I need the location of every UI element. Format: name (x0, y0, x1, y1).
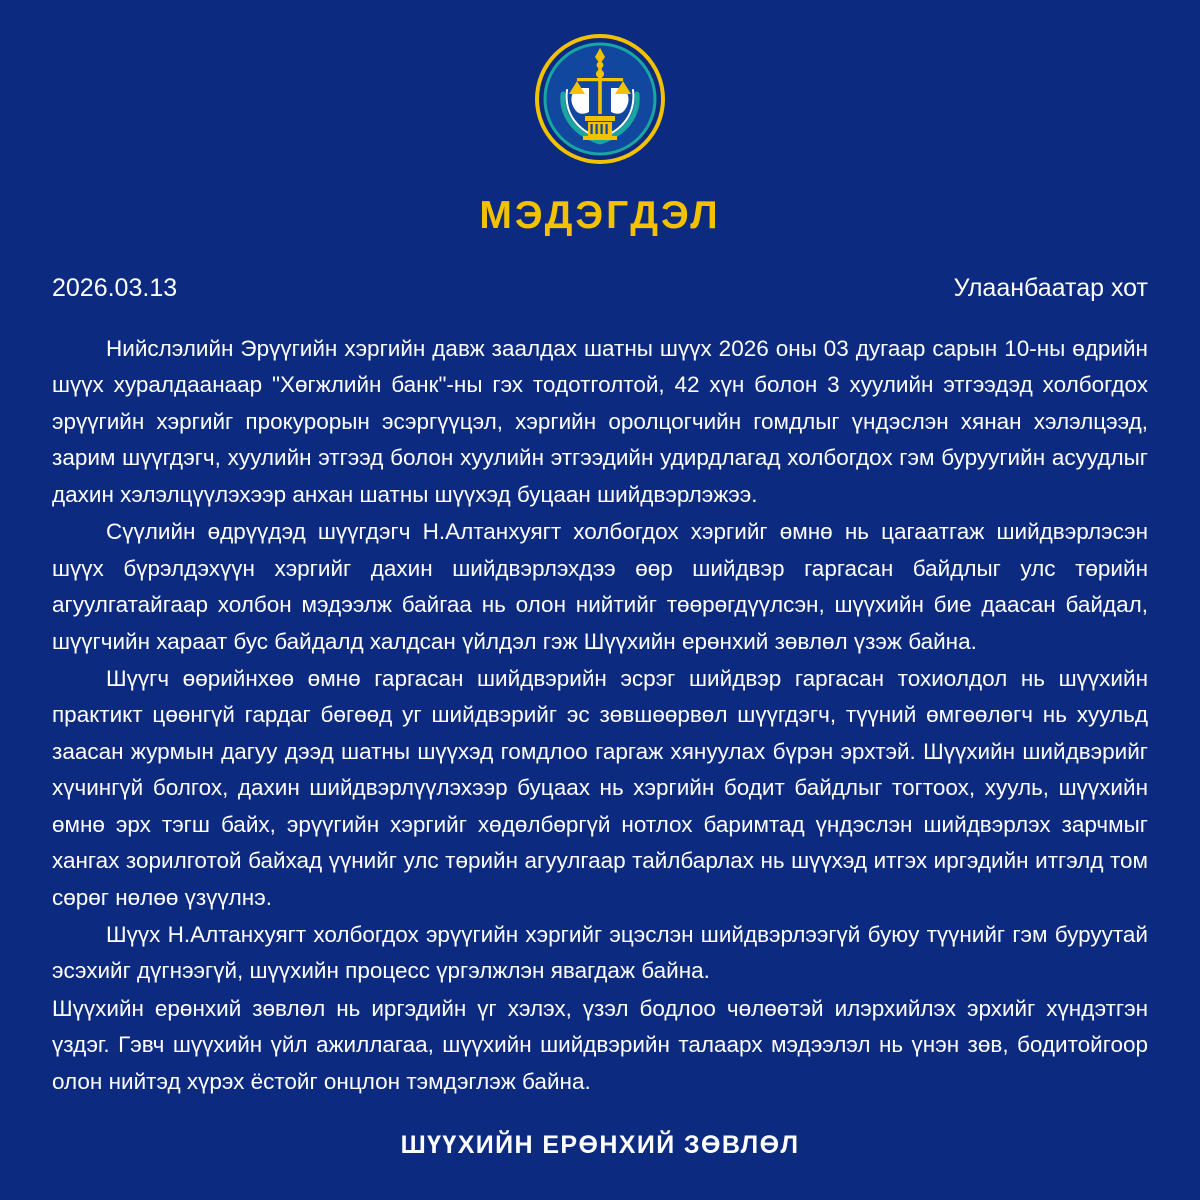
document-meta (52, 274, 1148, 303)
document-place: Улаанбаатар хот (953, 274, 1148, 302)
body-paragraph-4: Шүүх Н.Алтанхуягт холбогдох эрүүгийн хэргийг эцэслэн шийдвэрлээгүй буюу түүнийг гэм буруутай эсэхийг дүгнээгүй, шүүхийн процесс үргэлжлэн явагдаж байна. (52, 922, 1148, 984)
judicial-council-emblem-icon (533, 32, 667, 166)
body-paragraph-2: Сүүлийн өдрүүдэд шүүгдэгч Н.Алтанхуягт холбогдох хэргийг өмнө нь цагаатгаж шийдвэрлэсэн шүүх бүрэлдэхүүн хэргийг дахин шийдвэрлэхдээ өөр шийдвэр гаргасан байдлыг улс төрийн агуулгатайгаар холбон мэдээлж байгаа нь олон нийтийг төөрөгдүүлсэн, шүүхийн бие даасан байдал, шүүгчийн хараат бус байдалд халдсан үйлдэл гэж Шүүхийн ерөнхий зөвлөл үзэж байна. (52, 519, 1148, 654)
document-body (52, 331, 1148, 1101)
signature-line: ШҮҮХИЙН ЕРӨНХИЙ ЗӨВЛӨЛ (400, 1131, 800, 1160)
body-paragraph-1: Нийслэлийн Эрүүгийн хэргийн давж заалдах шатны шүүх 2026 оны 03 дугаар сарын 10-ны өдрийн шүүх хуралдаанаар "Хөгжлийн банк"-ны гэх тодотголтой, 42 хүн болон 3 хуулийн этгээдэд холбогдох эрүүгийн хэргийг прокурорын эсэргүүцэл, хэргийн оролцогчийн гомдлыг үндэслэн хянан хэлэлцээд, зарим шүүгдэгч, хуулийн этгээд болон хуулийн этгээдийн удирдлагад холбогдох гэм буруугийн асуудлыг дахин хэлэлцүүлэхээр анхан шатны шүүхэд буцаан шийдвэрлэжээ. (52, 336, 1148, 507)
body-paragraph-closing: Шүүхийн ерөнхий зөвлөл нь иргэдийн үг хэлэх, үзэл бодлоо чөлөөтэй илэрхийлэх эрхийг хүндэтгэн үздэг. Гэвч шүүхийн үйл ажиллагаа, шүүхийн шийдвэрийн талаарх мэдээлэл нь үнэн зөв, бодитойгоор олон нийтэд хүрэх ёстойг онцлон тэмдэглэж байна. (52, 995, 1148, 1094)
document-date: 2026.03.13 (52, 274, 178, 302)
body-paragraph-3: Шүүгч өөрийнхөө өмнө гаргасан шийдвэрийн эсрэг шийдвэр гаргасан тохиолдол нь шүүхийн практикт цөөнгүй гардаг бөгөөд уг шийдвэрийг эс зөвшөөрвөл шүүгдэгч, түүний өмгөөлөгч нь хуульд заасан журмын дагуу дээд шатны шүүхэд гомдлоо гаргаж хянуулах бүрэн эрхтэй. Шүүхийн шийдвэрийг хүчингүй болгох, дахин шийдвэрлүүлэхээр буцаах нь хэргийн бодит байдлыг тогтоох, хууль, шүүхийн өмнө эрх тэгш байх, эрүүгийн хэргийг хөдөлбөргүй нотлох баримтад үндэслэн шийдвэрлэх зарчмыг хангах зорилготой байхад үүнийг улс төрийн агуулгаар тайлбарлах нь шүүхэд итгэх иргэдийн итгэлд том сөрөг нөлөө үзүүлнэ. (52, 665, 1148, 910)
emblem-container (52, 32, 1148, 166)
page-title: МЭДЭГДЭЛ (479, 194, 721, 237)
